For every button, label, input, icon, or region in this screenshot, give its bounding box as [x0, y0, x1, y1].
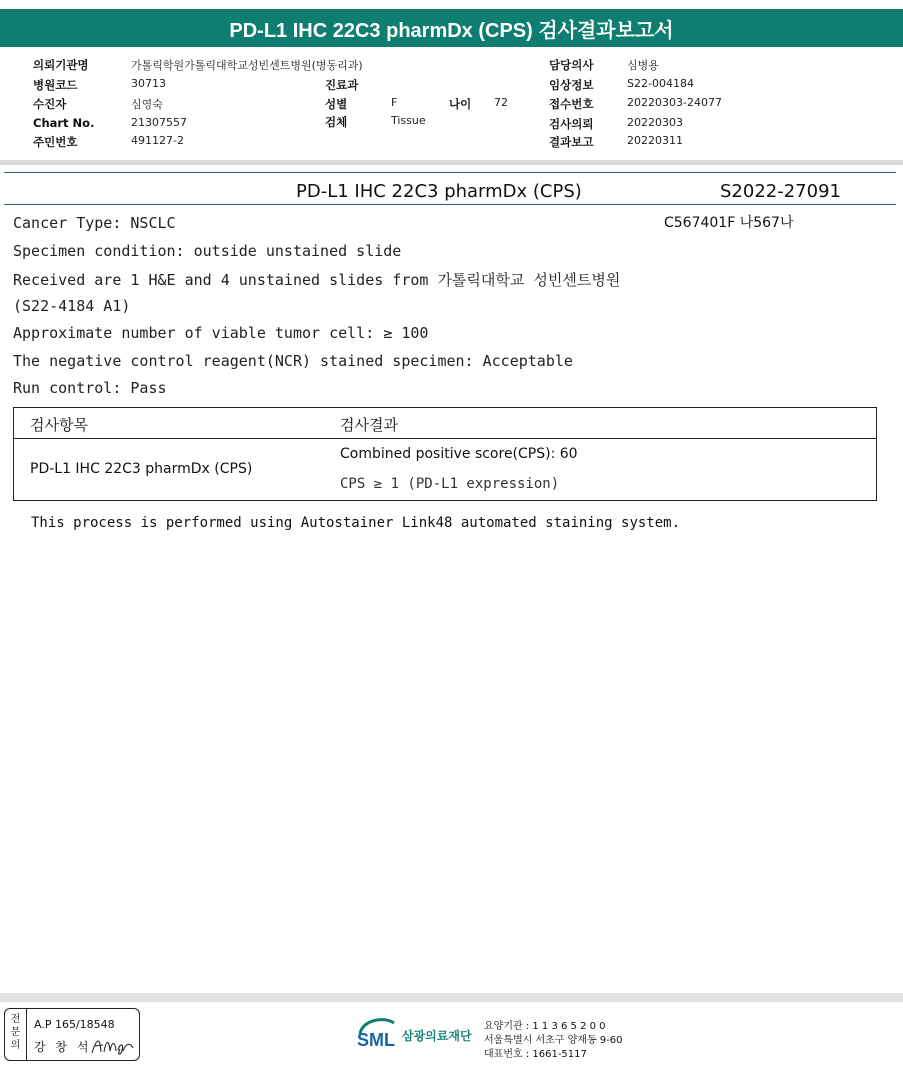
sml-logo-mark: SML — [357, 1030, 395, 1050]
request-date-value: 20220303 — [627, 116, 683, 129]
hospital-code-label: 병원코드 — [33, 78, 78, 92]
clinical-info-value: S22-004184 — [627, 77, 694, 90]
clinic-label: 진료과 — [325, 78, 359, 92]
hospital-code-value: 30713 — [131, 77, 166, 90]
pathologist-stamp — [4, 1008, 140, 1061]
request-date-label: 검사의뢰 — [549, 117, 594, 131]
report-date-value: 20220311 — [627, 134, 683, 147]
resident-number-label: 주민번호 — [33, 135, 78, 149]
sml-logo-icon — [357, 1015, 401, 1055]
cps-expression-result: CPS ≥ 1 (PD-L1 expression) — [340, 476, 560, 492]
result-table — [13, 407, 877, 501]
sex-value: F — [391, 96, 398, 109]
patient-name-value: 심영숙 — [131, 98, 163, 111]
care-institution-number: 요양기관 : 1 1 3 6 5 2 0 0 — [484, 1021, 606, 1032]
run-control-line: Run control: Pass — [13, 379, 167, 397]
patient-name-label: 수진자 — [33, 97, 67, 111]
requesting-institution-label: 의뢰기관명 — [33, 58, 89, 72]
report-test-title: PD-L1 IHC 22C3 pharmDx (CPS) — [296, 181, 582, 202]
test-result-header: 검사결과 — [340, 416, 398, 434]
title-top-rule — [4, 172, 896, 173]
test-item-name: PD-L1 IHC 22C3 pharmDx (CPS) — [30, 461, 253, 477]
attending-physician-label: 담당의사 — [549, 58, 594, 72]
specimen-label: 검체 — [325, 115, 348, 129]
negative-control-line: The negative control reagent(NCR) stained specimen: Acceptable — [13, 352, 573, 370]
age-label: 나이 — [449, 97, 472, 111]
institution-address: 서울특별시 서초구 양재동 9-60 — [484, 1035, 623, 1046]
viable-tumor-cell-line: Approximate number of viable tumor cell: ≥ 100 — [13, 324, 429, 342]
stamp-specialist-label — [5, 1009, 27, 1060]
specimen-condition-line: Specimen condition: outside unstained slide — [13, 242, 402, 260]
title-bottom-rule — [4, 204, 896, 205]
requesting-institution-value: 가톨릭학원가톨릭대학교성빈센트병원(병동리과) — [131, 59, 363, 72]
stamp-side-text: 전문의 — [10, 1014, 21, 1051]
receipt-number-value: 20220303-24077 — [627, 96, 722, 109]
receipt-number-label: 접수번호 — [549, 97, 594, 111]
chart-no-label: Chart No. — [33, 116, 95, 130]
stamp-license-number: A.P 165/18548 — [34, 1018, 115, 1031]
footer-divider-band — [0, 993, 903, 1002]
chart-no-value: 21307557 — [131, 116, 187, 129]
result-table-header — [14, 408, 876, 439]
representative-phone: 대표번호 : 1661-5117 — [484, 1049, 587, 1060]
specimen-code: C567401F 나567나 — [664, 215, 794, 231]
slide-id-line: (S22-4184 A1) — [13, 297, 131, 315]
report-banner-title: PD-L1 IHC 22C3 pharmDx (CPS) 검사결과보고서 — [0, 9, 903, 47]
stamp-pathologist-name: 강 창 석 — [34, 1040, 92, 1054]
cps-score-result: Combined positive score(CPS): 60 — [340, 446, 578, 462]
header-divider-band — [0, 160, 903, 165]
clinical-info-label: 임상정보 — [549, 78, 594, 92]
sex-label: 성별 — [325, 97, 348, 111]
resident-number-value: 491127-2 — [131, 134, 184, 147]
age-value: 72 — [494, 96, 508, 109]
specimen-value: Tissue — [391, 114, 426, 127]
cancer-type-line: Cancer Type: NSCLC — [13, 214, 176, 232]
sml-logo-name: 삼광의료재단 — [402, 1029, 472, 1043]
received-slides-line: Received are 1 H&E and 4 unstained slides from 가톨릭대학교 성빈센트병원 — [13, 271, 621, 289]
attending-physician-value: 심병용 — [627, 59, 659, 72]
test-item-header: 검사항목 — [30, 416, 88, 434]
report-id: S2022-27091 — [720, 181, 841, 202]
process-note: This process is performed using Autostainer Link48 automated staining system. — [31, 515, 681, 531]
handwritten-signature — [89, 1033, 135, 1059]
report-date-label: 결과보고 — [549, 135, 594, 149]
